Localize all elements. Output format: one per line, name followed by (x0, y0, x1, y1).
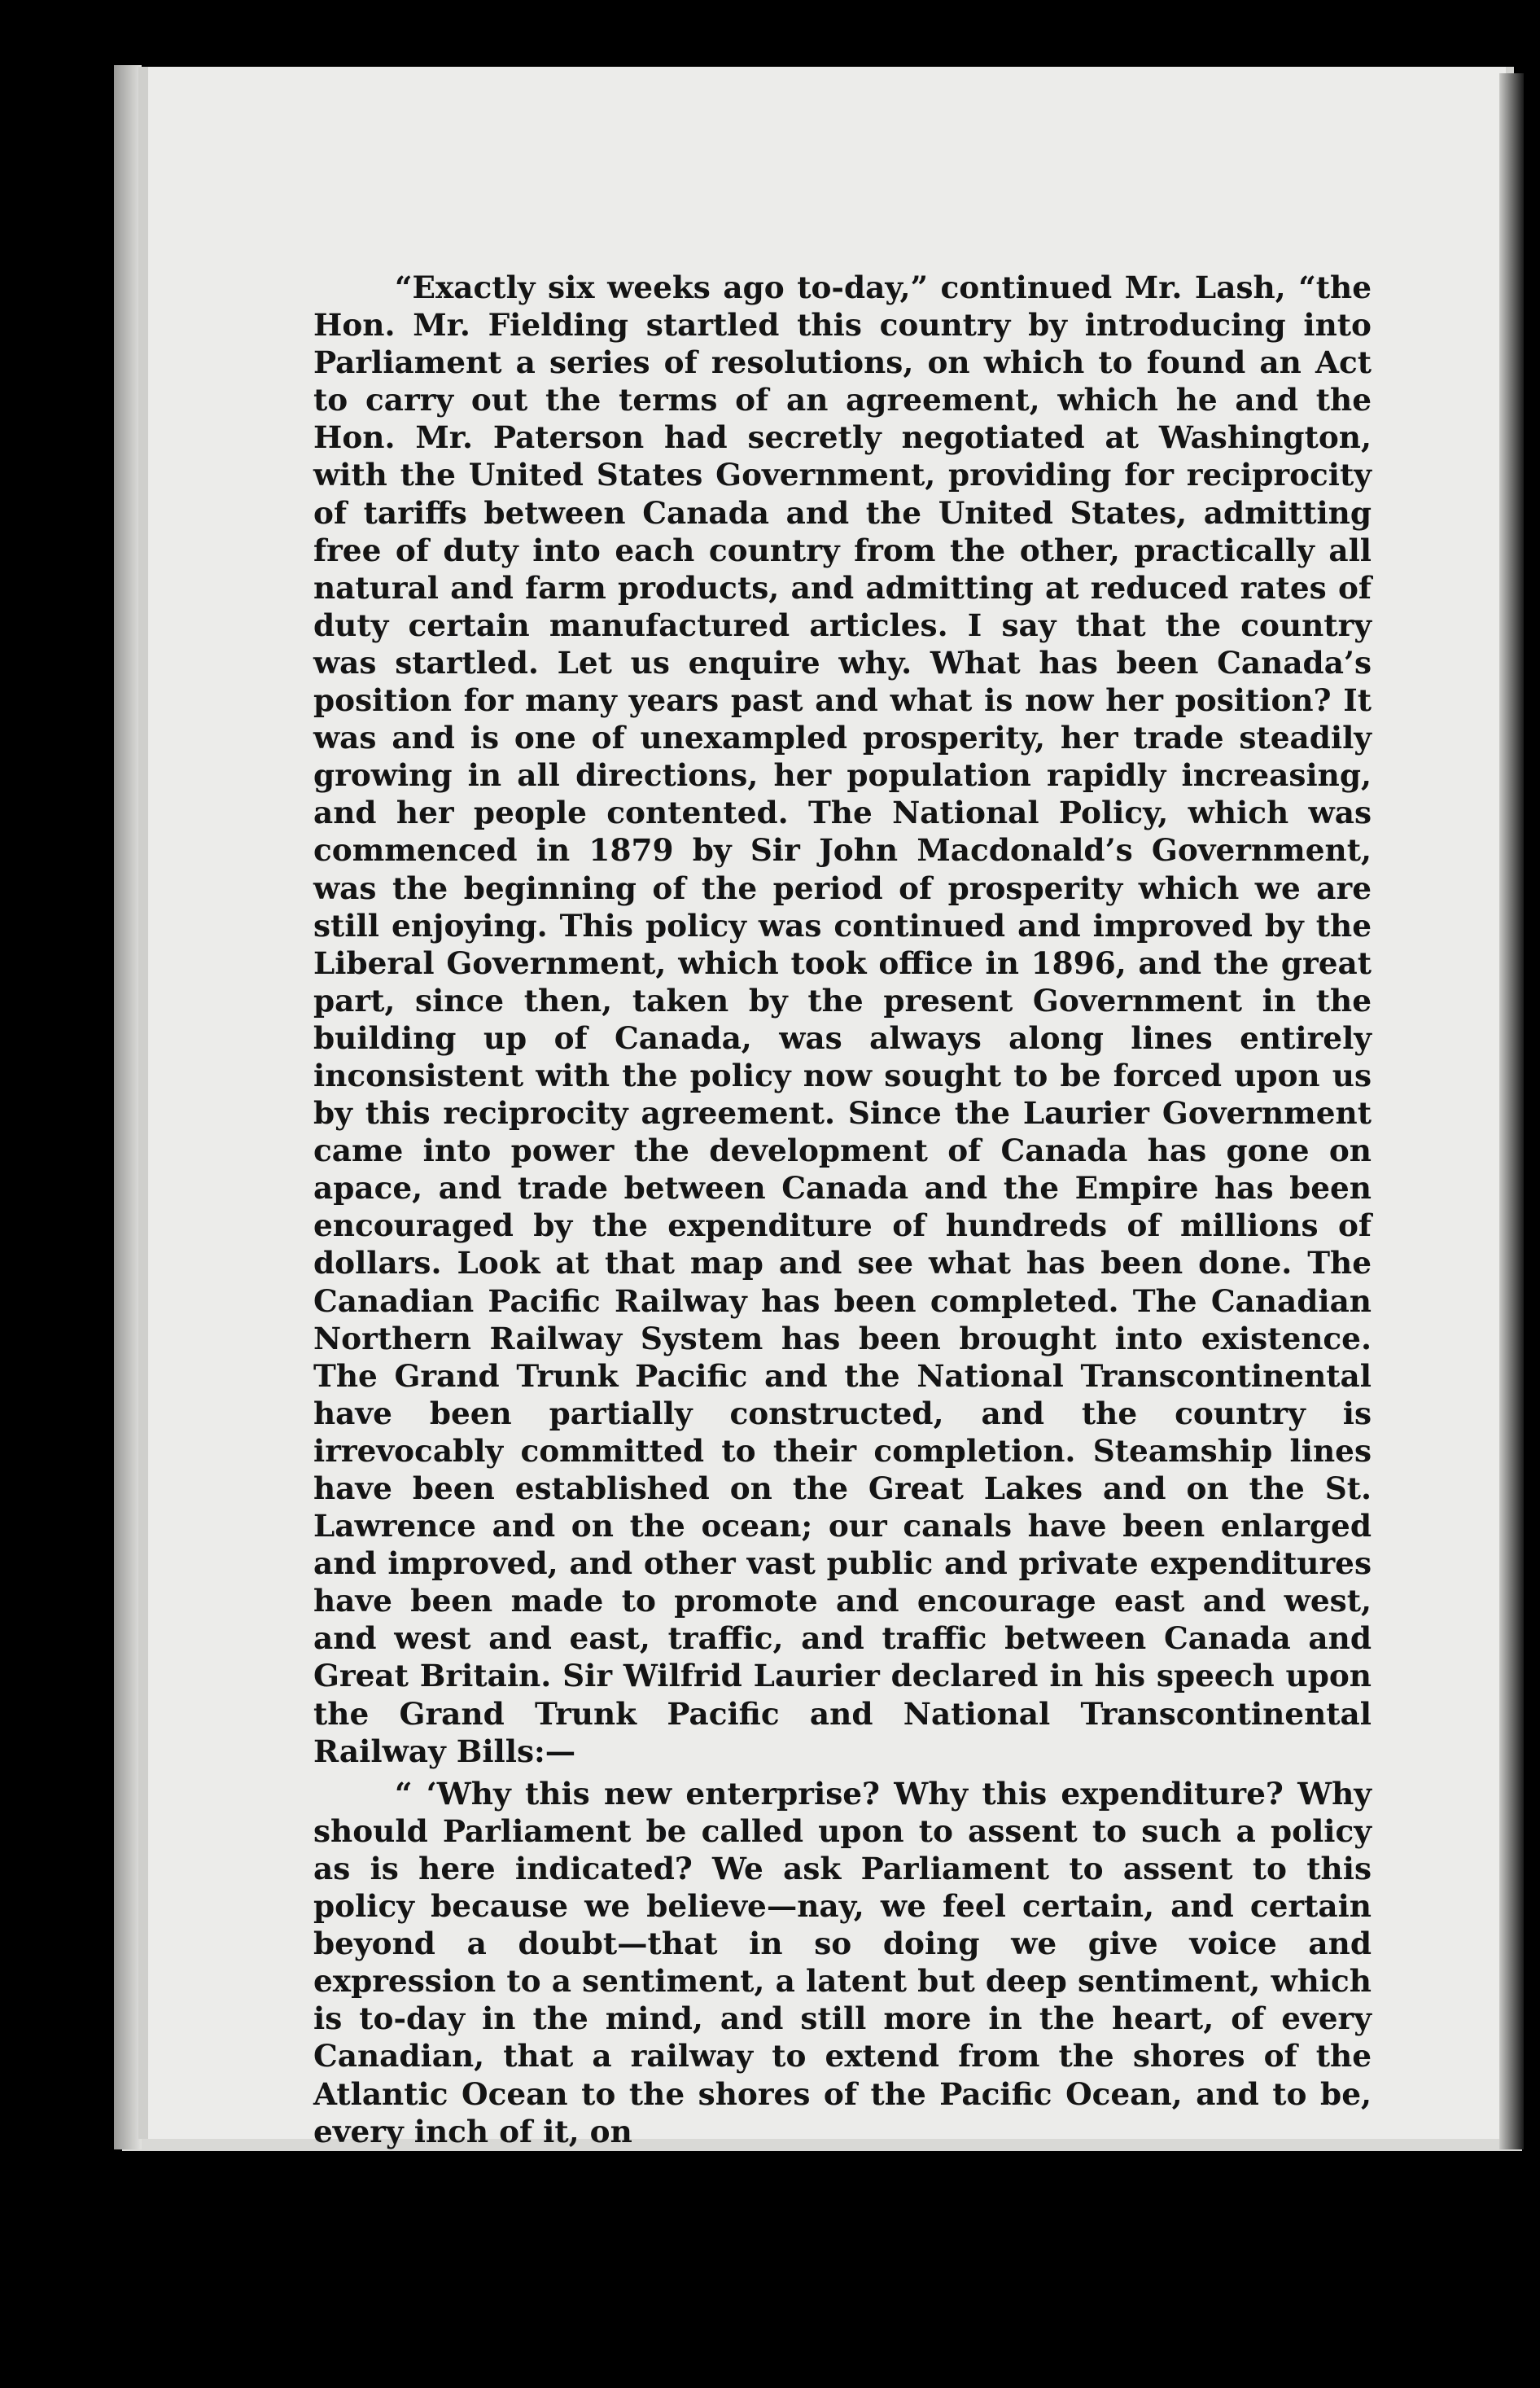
page-text (313, 269, 1372, 2150)
page-binding-shadow (114, 65, 142, 2149)
paragraph-laurier-quote: “ ‘Why this new enterprise? Why this expenditure? Why should Parliament be called upon to assent to such a policy as is here indicated? We ask Parliament to assent to this policy because we believe—nay, we feel certain, and certain beyond a doubt—that in so doing we give voice and expression to a sentiment, a latent but deep sentiment, which is to-day in the mind, and still more in the heart, of every Canadian, that a railway to extend from the shores of the Atlantic Ocean to the shores of the Pacific Ocean, and to be, every inch of it, on (313, 1775, 1372, 2149)
paragraph-lash-speech: “Exactly six weeks ago to-day,” continued Mr. Lash, “the Hon. Mr. Fielding startled this country by introducing into Parliament a series of resolutions, on which to found an Act to carry out the terms of an agreement, which he and the Hon. Mr. Paterson had secretly negotiated at Washington, with the United States Government, providing for reciprocity of tariffs between Canada and the United States, admitting free of duty into each country from the other, practically all natural and farm products, and admitting at reduced rates of duty certain manufactured articles. I say that the country was startled. Let us enquire why. What has been Canada’s position for many years past and what is now her position? It was and is one of unexampled prosperity, her trade steadily growing in all directions, her population rapidly increasing, and her people contented. The National Policy, which was commenced in 1879 by Sir John Macdonald’s Government, was the beginning of the period of prosperity which we are still enjoying. This policy was continued and improved by the Liberal Government, which took office in 1896, and the great part, since then, taken by the present Government in the building up of Canada, was always along lines entirely inconsistent with the policy now sought to be forced upon us by this reciprocity agreement. Since the Laurier Government came into power the development of Canada has gone on apace, and trade between Canada and the Empire has been encouraged by the expenditure of hundreds of millions of dollars. Look at that map and see what has been done. The Canadian Pacific Railway has been completed. The Canadian Northern Railway System has been brought into existence. The Grand Trunk Pacific and the National Transcontinental have been partially constructed, and the country is irrevocably committed to their completion. Steamship lines have been established on the Great Lakes and on the St. Lawrence and on the ocean; our canals have been enlarged and improved, and other vast public and private expenditures have been made to promote and encourage east and west, and west and east, traffic, and traffic between Canada and Great Britain. Sir Wilfrid Laurier declared in his speech upon the Grand Trunk Pacific and National Transcontinental Railway Bills:— (313, 269, 1372, 1769)
page-edge-shadow (1499, 73, 1524, 2149)
